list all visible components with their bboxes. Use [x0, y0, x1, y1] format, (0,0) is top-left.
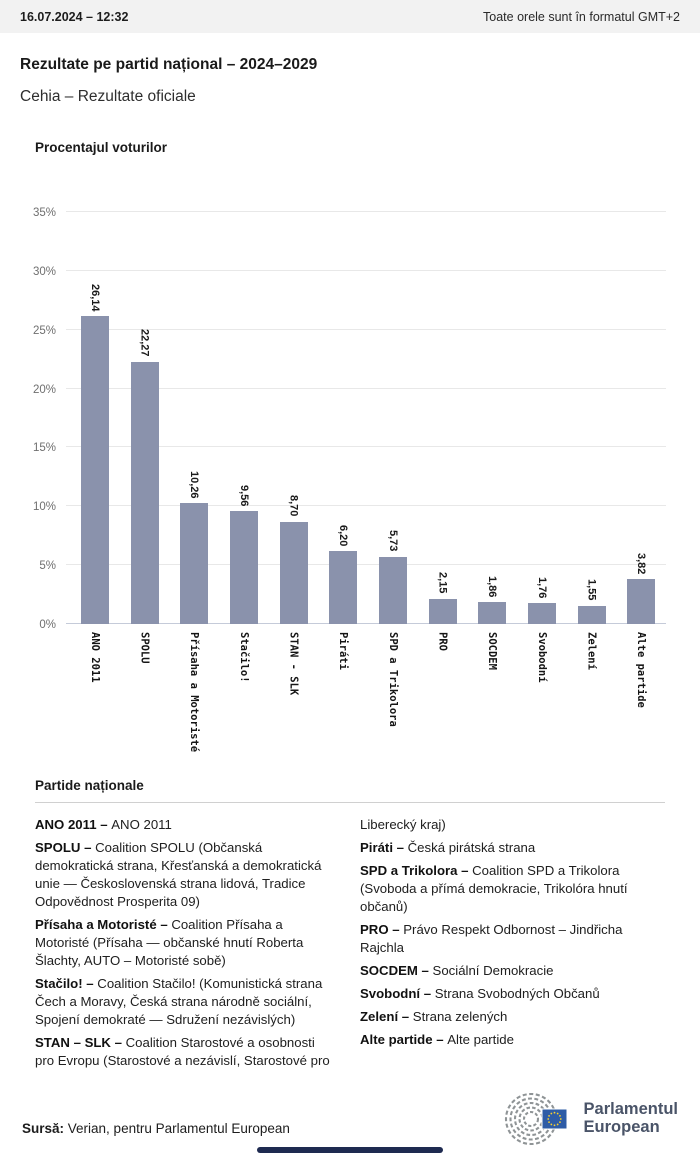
bar-column	[120, 212, 170, 624]
bar-column	[616, 212, 666, 624]
parties-column-left	[35, 816, 335, 1075]
bar-value-label: 3,82	[635, 552, 648, 575]
page-subtitle: Cehia – Rezultate oficiale	[20, 88, 196, 105]
party-name: Zelení –	[360, 1009, 413, 1024]
category-label: SPD a Trikolora	[386, 632, 399, 727]
bar-column	[70, 212, 120, 624]
category-label: Zelení	[585, 632, 598, 670]
category-column	[269, 624, 319, 764]
party-entry: ANO 2011 – ANO 2011	[35, 817, 172, 832]
bar-columns	[70, 212, 666, 624]
y-axis-tick-label: 25%	[32, 324, 56, 337]
datetime-label: 16.07.2024 – 12:32	[20, 9, 129, 24]
category-label: Stačilo!	[237, 632, 250, 683]
chart-title: Procentajul voturilor	[35, 140, 168, 155]
bar	[578, 606, 606, 624]
category-label: PRO	[436, 632, 449, 651]
party-name: PRO –	[360, 922, 404, 937]
bar-column	[567, 212, 617, 624]
bar	[528, 603, 556, 624]
category-column	[219, 624, 269, 764]
bar-value-label: 10,26	[188, 470, 201, 499]
bar	[81, 316, 109, 624]
bar	[230, 511, 258, 624]
bar-value-label: 9,56	[237, 485, 250, 507]
party-entry: Stačilo! – Coalition Stačilo! (Komunistická strana Čech a Moravy, Česká strana národně sociální, Spojení demokraté — Sdružení nezávislých)	[35, 976, 323, 1027]
bar-value-label: 8,70	[287, 495, 300, 517]
party-entry: SPD a Trikolora – Coalition SPD a Trikolora (Svoboda a přímá demokracie, Trikolóra hnutí občanů)	[360, 863, 628, 914]
y-axis-tick-label: 30%	[32, 265, 56, 278]
party-entry: Svobodní – Strana Svobodných Občanů	[360, 986, 600, 1001]
bar	[478, 602, 506, 624]
timezone-note: Toate orele sunt în formatul GMT+2	[483, 9, 680, 24]
source-note	[22, 1121, 290, 1136]
footer	[0, 1092, 700, 1146]
ep-hemicycle-icon	[504, 1092, 576, 1146]
y-axis-tick-label: 35%	[32, 207, 56, 219]
party-name: Stačilo! –	[35, 976, 98, 991]
bar-column	[368, 212, 418, 624]
bar	[627, 579, 655, 624]
source-label: Sursă:	[22, 1121, 65, 1136]
category-column	[368, 624, 418, 764]
bar	[131, 362, 159, 624]
category-label: Přísaha a Motoristé	[188, 632, 201, 753]
party-entry: SPOLU – Coalition SPOLU (Občanská demokratická strana, Křesťanská a demokratická unie — Československá strana lidová, Tradice Odpovědnost Prosperita 09)	[35, 840, 322, 909]
parties-list	[35, 816, 665, 1075]
y-axis-tick-label: 0%	[39, 619, 56, 631]
category-column	[517, 624, 567, 764]
party-entry: STAN – SLK – Coalition Starostové a osobnosti pro Evropu (Starostové a nezávislí, Starostové pro	[35, 1035, 330, 1068]
party-name: Svobodní –	[360, 986, 435, 1001]
parties-column-right	[360, 816, 660, 1075]
category-label: STAN - SLK	[287, 632, 300, 696]
category-labels	[70, 624, 666, 764]
bar-value-label: 5,73	[386, 530, 399, 552]
bar	[429, 599, 457, 624]
y-axis-tick-label: 15%	[32, 442, 56, 455]
bar-value-label: 6,20	[337, 524, 350, 547]
page-title: Rezultate pe partid național – 2024–2029	[20, 56, 318, 73]
party-name: STAN – SLK –	[35, 1035, 126, 1050]
eu-flag-icon	[542, 1109, 567, 1129]
category-label: Alte partide	[635, 632, 648, 708]
y-axis-tick-label: 20%	[32, 383, 56, 396]
bar	[329, 551, 357, 624]
bar-column	[418, 212, 468, 624]
party-entry: Liberecký kraj)	[360, 817, 446, 832]
category-label: SOCDEM	[486, 632, 499, 670]
party-entry: PRO – Právo Respekt Odbornost – Jindřicha Rajchla	[360, 922, 623, 955]
category-label: Piráti	[337, 632, 350, 670]
bar	[379, 557, 407, 624]
title-block	[0, 33, 700, 106]
category-label: SPOLU	[138, 632, 151, 664]
category-column	[467, 624, 517, 764]
logo-line2: European	[583, 1118, 660, 1136]
category-column	[120, 624, 170, 764]
bar-column	[219, 212, 269, 624]
y-axis-tick-label: 10%	[32, 501, 56, 514]
party-entry: Zelení – Strana zelených	[360, 1009, 508, 1024]
bar-column	[169, 212, 219, 624]
party-entry: Alte partide – Alte partide	[360, 1032, 514, 1047]
european-parliament-logo	[504, 1092, 678, 1146]
bar	[280, 522, 308, 624]
party-name: SPD a Trikolora –	[360, 863, 473, 878]
chart-plot	[32, 207, 666, 631]
bar-value-label: 1,86	[486, 575, 499, 598]
bar-column	[517, 212, 567, 624]
category-column	[169, 624, 219, 764]
party-name: SOCDEM –	[360, 963, 433, 978]
y-axis-tick-label: 5%	[39, 560, 56, 573]
category-column	[318, 624, 368, 764]
party-entry: SOCDEM – Sociální Demokracie	[360, 963, 554, 978]
home-indicator	[257, 1147, 443, 1153]
category-label: Svobodní	[535, 632, 548, 683]
party-name: Přísaha a Motoristé –	[35, 917, 172, 932]
category-column	[616, 624, 666, 764]
bar-value-label: 26,14	[88, 283, 101, 312]
bar-value-label: 22,27	[138, 329, 151, 357]
logo-wordmark	[584, 1101, 678, 1137]
logo-line1: Parlamentul	[583, 1100, 678, 1119]
parties-heading: Partide naționale	[35, 778, 144, 793]
bar-column	[467, 212, 517, 624]
bar	[180, 503, 208, 624]
bar-value-label: 1,55	[585, 579, 598, 601]
source-text: Verian, pentru Parlamentul European	[64, 1121, 290, 1136]
category-column	[418, 624, 468, 764]
divider	[35, 802, 665, 803]
bar-value-label: 1,76	[535, 576, 548, 599]
party-name: Alte partide –	[360, 1032, 448, 1047]
party-entry: Přísaha a Motoristé – Coalition Přísaha a Motoristé (Přísaha — občanské hnutí Roberta Šlachty, AUTO – Motoristé sobě)	[35, 917, 304, 968]
party-name: ANO 2011 –	[35, 817, 112, 832]
party-name: SPOLU –	[35, 840, 96, 855]
bar-column	[269, 212, 319, 624]
party-name: Piráti –	[360, 840, 408, 855]
top-status-bar	[0, 0, 700, 33]
category-label: ANO 2011	[88, 632, 101, 683]
bar-column	[318, 212, 368, 624]
party-entry: Piráti – Česká pirátská strana	[360, 840, 536, 855]
bar-value-label: 2,15	[436, 572, 449, 594]
category-column	[70, 624, 120, 764]
category-column	[567, 624, 617, 764]
